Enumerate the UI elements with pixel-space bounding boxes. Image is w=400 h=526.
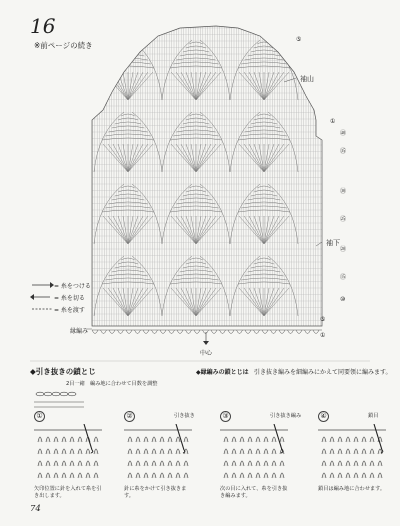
step-illustration bbox=[34, 424, 104, 482]
step-number: ② bbox=[124, 411, 135, 422]
center-label: 中心 bbox=[200, 350, 213, 357]
step-illustration bbox=[220, 424, 290, 482]
step-number: ③ bbox=[220, 411, 231, 422]
row-number: ⑳ bbox=[340, 246, 347, 253]
step-side-label: 鎖目 bbox=[368, 413, 379, 419]
row-number: ⑩ bbox=[340, 296, 346, 303]
edging-row bbox=[92, 330, 322, 345]
step-side-label: 引き抜き編み bbox=[270, 413, 302, 419]
step-number: ④ bbox=[318, 411, 329, 422]
step-caption: 針に糸をかけて引き抜きます。 bbox=[124, 486, 187, 499]
row-number: ㊵ bbox=[340, 130, 347, 137]
section-divider bbox=[30, 360, 370, 362]
step-caption: 次の目に入れて、糸を引き抜き編みます。 bbox=[220, 486, 288, 499]
slip-chain-note: 2目一緒 編み地に合わせて目数を調整 bbox=[66, 381, 158, 387]
legend-rejoin-yarn: = 糸を渡す bbox=[54, 307, 85, 314]
legend-cut-yarn: = 糸を切る bbox=[54, 295, 85, 302]
row-number: ① bbox=[320, 332, 326, 339]
legend-attach-yarn: = 糸をつける bbox=[54, 283, 91, 290]
row-number: ⑤ bbox=[296, 36, 302, 43]
row-number: ⑤ bbox=[320, 316, 326, 323]
row-number: ⑮ bbox=[340, 274, 347, 281]
slip-chain-title: ◆引き抜きの鎖とじ bbox=[30, 367, 96, 376]
row-number: ㉟ bbox=[340, 148, 347, 155]
step-caption: 鎖目は編み地に合わせます。 bbox=[318, 486, 386, 492]
step-caption: 矢印位置に針を入れて糸を引き出します。 bbox=[34, 486, 102, 499]
step-illustration bbox=[318, 424, 388, 482]
edging-row-label: 縁編み bbox=[70, 328, 89, 335]
edging-text: 引き抜き編みを細編みにかえて同要領に編みます。 bbox=[254, 369, 392, 376]
continued-note: ※前ページの続き bbox=[34, 41, 93, 50]
row-number: ① bbox=[330, 118, 336, 125]
row-number: ㉕ bbox=[340, 216, 347, 223]
underarm-label: 袖下 bbox=[326, 239, 340, 247]
edging-title: ◆縁編みの鎖とじは bbox=[196, 369, 249, 376]
legend-symbols bbox=[30, 280, 54, 320]
chart-body bbox=[86, 20, 330, 326]
pattern-number: 16 bbox=[30, 14, 56, 38]
slip-chain-mini-diagram bbox=[34, 389, 90, 411]
row-number: ㉚ bbox=[340, 188, 347, 195]
sleeve-cap-label: 袖山 bbox=[300, 75, 314, 83]
page-number: 74 bbox=[30, 504, 41, 514]
step-number: ① bbox=[34, 411, 45, 422]
step-illustration bbox=[124, 424, 194, 482]
step-side-label: 引き抜き bbox=[174, 413, 195, 419]
